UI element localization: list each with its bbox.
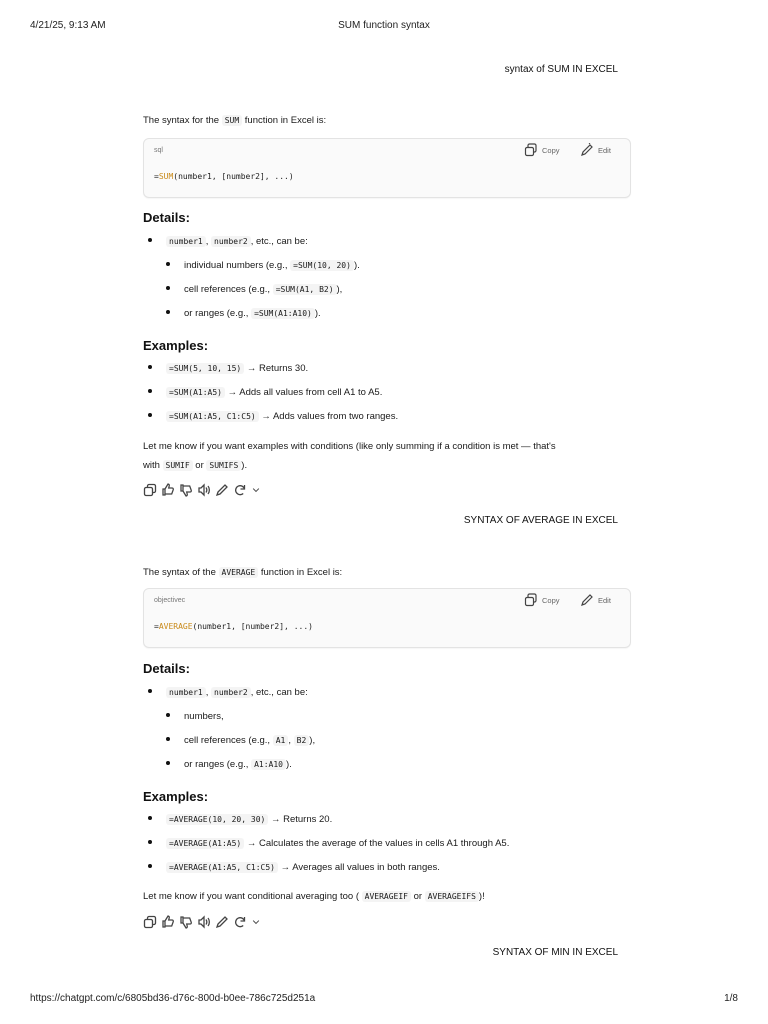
code-args: (number1, [number2], ...) bbox=[192, 622, 313, 631]
list-text: ), bbox=[336, 284, 343, 295]
list-item bbox=[148, 411, 398, 422]
inline-code: A1 bbox=[273, 735, 289, 746]
inline-code: =SUM(A1:A5) bbox=[166, 387, 225, 398]
inline-code: =SUM(A1, B2) bbox=[273, 284, 337, 295]
list-text: ), bbox=[309, 735, 316, 746]
list-text: ). bbox=[314, 308, 321, 319]
sep: , bbox=[288, 735, 291, 746]
code-line bbox=[154, 622, 313, 631]
inline-code: number2 bbox=[211, 236, 251, 247]
intro-text: The syntax for the bbox=[143, 115, 220, 126]
inline-code: =SUM(A1:A5, C1:C5) bbox=[166, 411, 259, 422]
copy-label: Copy bbox=[542, 595, 560, 605]
code-fn: SUM bbox=[158, 172, 174, 181]
sep: , bbox=[205, 687, 209, 698]
list-item bbox=[148, 363, 308, 374]
edit-icon bbox=[580, 593, 594, 607]
user-message-average: SYNTAX OF AVERAGE IN EXCEL bbox=[463, 515, 618, 526]
inline-code: =SUM(5, 10, 15) bbox=[166, 363, 244, 374]
code-block-average bbox=[143, 588, 631, 648]
examples-heading: Examples: bbox=[143, 789, 209, 804]
edit-icon[interactable] bbox=[215, 483, 229, 497]
details-heading: Details: bbox=[143, 661, 190, 676]
code-fn: AVERAGE bbox=[158, 622, 193, 631]
print-datetime: 4/21/25, 9:13 AM bbox=[30, 20, 106, 31]
examples-heading: Examples: bbox=[143, 338, 209, 353]
code-eq: = bbox=[154, 172, 159, 181]
sum-intro bbox=[143, 114, 631, 128]
edit-button[interactable] bbox=[580, 593, 611, 607]
code-eq: = bbox=[154, 622, 159, 631]
inline-code: B2 bbox=[294, 735, 310, 746]
list-text: ). bbox=[353, 260, 360, 271]
inline-code: SUMIFS bbox=[206, 460, 241, 471]
list-item bbox=[148, 387, 382, 398]
list-text: → Adds all values from cell A1 to A5. bbox=[227, 387, 383, 398]
list-item bbox=[166, 308, 321, 319]
list-item bbox=[148, 236, 308, 247]
inline-code: =AVERAGE(10, 20, 30) bbox=[166, 814, 268, 825]
code-language-label: objectivec bbox=[154, 597, 186, 604]
copy-icon bbox=[524, 143, 538, 157]
edit-icon bbox=[580, 143, 594, 157]
followup-note bbox=[143, 440, 631, 473]
list-item bbox=[166, 759, 292, 770]
list-item bbox=[166, 260, 360, 271]
list-text: or ranges (e.g., bbox=[184, 759, 249, 770]
intro-text: function in Excel is: bbox=[244, 115, 327, 126]
list-text: → Returns 30. bbox=[246, 363, 309, 374]
intro-text: function in Excel is: bbox=[260, 567, 343, 578]
inline-code: number2 bbox=[211, 687, 251, 698]
list-text: , etc., can be: bbox=[250, 687, 308, 698]
thumbs-up-icon[interactable] bbox=[161, 483, 175, 497]
note-text: Let me know if you want conditional averaging too ( bbox=[143, 891, 359, 902]
list-text: or ranges (e.g., bbox=[184, 308, 249, 319]
inline-code: =SUM(A1:A10) bbox=[251, 308, 315, 319]
print-title: SUM function syntax bbox=[338, 20, 430, 31]
inline-code: =SUM(10, 20) bbox=[290, 260, 354, 271]
chevron-down-icon[interactable] bbox=[251, 483, 261, 497]
message-actions bbox=[143, 483, 261, 497]
inline-code: =AVERAGE(A1:A5) bbox=[166, 838, 244, 849]
thumbs-down-icon[interactable] bbox=[179, 915, 193, 929]
list-item bbox=[166, 735, 315, 746]
print-url: https://chatgpt.com/c/6805bd36-d76c-800d-b0ee-786c725d251a bbox=[30, 993, 316, 1004]
edit-label: Edit bbox=[598, 595, 611, 605]
edit-icon[interactable] bbox=[215, 915, 229, 929]
thumbs-up-icon[interactable] bbox=[161, 915, 175, 929]
page-number: 1/8 bbox=[724, 993, 738, 1004]
list-item bbox=[148, 814, 332, 825]
list-text: ). bbox=[285, 759, 292, 770]
list-item bbox=[148, 838, 509, 849]
list-text: , etc., can be: bbox=[250, 236, 308, 247]
note-text: or bbox=[413, 891, 423, 902]
code-block-sum bbox=[143, 138, 631, 198]
list-text: individual numbers (e.g., bbox=[184, 260, 288, 271]
details-heading: Details: bbox=[143, 210, 190, 225]
list-text: → Adds values from two ranges. bbox=[261, 411, 399, 422]
note-text: ). bbox=[241, 460, 248, 471]
copy-button[interactable] bbox=[524, 593, 560, 607]
list-text: cell references (e.g., bbox=[184, 284, 271, 295]
inline-code: SUMIF bbox=[163, 460, 193, 471]
inline-code: AVERAGEIF bbox=[362, 891, 411, 902]
inline-code: number1 bbox=[166, 236, 206, 247]
code-line bbox=[154, 172, 294, 181]
read-aloud-icon[interactable] bbox=[197, 483, 211, 497]
copy-label: Copy bbox=[542, 145, 560, 155]
note-text: Let me know if you want examples with conditions (like only summing if a condition is met — that's bbox=[143, 441, 556, 452]
read-aloud-icon[interactable] bbox=[197, 915, 211, 929]
note-text: with bbox=[143, 460, 160, 471]
intro-text: The syntax of the bbox=[143, 567, 216, 578]
user-message-min: SYNTAX OF MIN IN EXCEL bbox=[492, 947, 618, 958]
message-actions bbox=[143, 915, 261, 929]
edit-label: Edit bbox=[598, 145, 611, 155]
code-language-label: sql bbox=[154, 147, 163, 154]
inline-code: SUM bbox=[222, 115, 242, 126]
list-item bbox=[166, 711, 224, 722]
list-text: → Returns 20. bbox=[270, 814, 333, 825]
user-message-sum: syntax of SUM IN EXCEL bbox=[504, 64, 618, 75]
edit-button[interactable] bbox=[580, 143, 611, 157]
regenerate-icon[interactable] bbox=[233, 915, 247, 929]
list-text: → Averages all values in both ranges. bbox=[280, 862, 440, 873]
copy-icon[interactable] bbox=[143, 915, 157, 929]
inline-code: =AVERAGE(A1:A5, C1:C5) bbox=[166, 862, 278, 873]
inline-code: number1 bbox=[166, 687, 206, 698]
regenerate-icon[interactable] bbox=[233, 483, 247, 497]
list-item bbox=[166, 284, 342, 295]
average-intro bbox=[143, 566, 631, 580]
inline-code: AVERAGE bbox=[219, 567, 259, 578]
list-item bbox=[148, 687, 308, 698]
list-text: numbers, bbox=[184, 711, 224, 722]
followup-note bbox=[143, 890, 631, 904]
list-text: → Calculates the average of the values in cells A1 through A5. bbox=[246, 838, 510, 849]
list-text: cell references (e.g., bbox=[184, 735, 271, 746]
sep: , bbox=[205, 236, 209, 247]
thumbs-down-icon[interactable] bbox=[179, 483, 193, 497]
inline-code: A1:A10 bbox=[251, 759, 286, 770]
inline-code: AVERAGEIFS bbox=[425, 891, 479, 902]
chevron-down-icon[interactable] bbox=[251, 915, 261, 929]
copy-icon[interactable] bbox=[143, 483, 157, 497]
copy-icon bbox=[524, 593, 538, 607]
note-text: or bbox=[195, 460, 204, 471]
code-args: (number1, [number2], ...) bbox=[173, 172, 294, 181]
list-item bbox=[148, 862, 440, 873]
note-text: )! bbox=[478, 891, 485, 902]
copy-button[interactable] bbox=[524, 143, 560, 157]
